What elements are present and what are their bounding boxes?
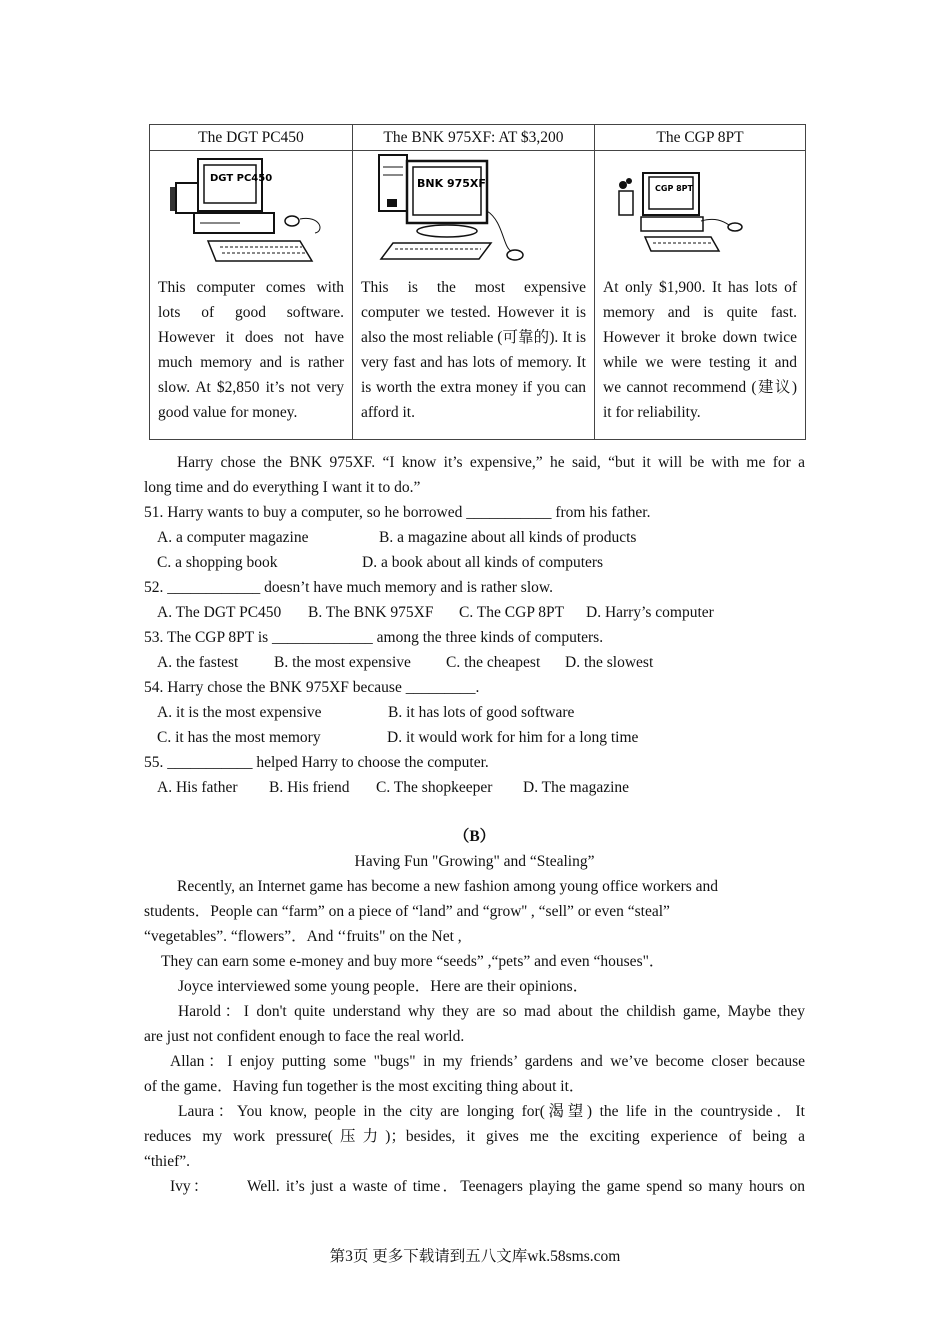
cgp-screen-label: CGP 8PT [655,184,693,193]
cgp-description: At only $1,900. It has lots of memory and is quite fast. However it broke down twice while we were testing it and we cannot recommend (建议) it for reliability. [603,279,797,421]
question-53-option-a: A. the fastest [157,654,239,671]
passage-line: Harry chose the BNK 975XF. “I know it’s expensive,” he said, “but it will be with me for a [177,454,805,471]
question-52-option-c: C. The CGP 8PT [459,604,565,621]
question-51-option-d: D. a book about all kinds of computers [362,554,604,571]
question-51-option-a: A. a computer magazine [157,529,309,546]
section-b-title: Having Fun "Growing" and “Stealing” [354,853,595,870]
question-54-option-c: C. it has the most memory [157,729,321,746]
dgt-computer-illustration [150,151,352,271]
question-55-option-b: B. His friend [269,779,350,796]
passage-line: Harold：I don't quite understand why they are so mad about the childish game, Maybe they [178,1003,805,1020]
passage-line: students．People can “farm” on a piece of “land” and “grow'' , “sell” or even “steal” [144,903,670,920]
question-54-option-b: B. it has lots of good software [388,704,575,721]
passage-line: Laura：You know, people in the city are longing for(渴望) the life in the countryside．It [178,1103,805,1120]
section-b-label: （B） [453,828,496,845]
computer-comparison-table [149,124,806,440]
header-dgt: The DGT PC450 [150,125,353,151]
passage-line: reduces my work pressure(压力)；besides, it gives me the exciting experience of being a [144,1128,805,1145]
passage-line: Recently, an Internet game has become a new fashion among young office workers and [177,878,719,895]
passage-line: Joyce interviewed some young people．Here are their opinions． [178,978,589,995]
passage-line: “thief”. [144,1153,191,1170]
question-54-option-a: A. it is the most expensive [157,704,322,721]
cgp-computer-illustration [595,151,805,271]
question-51-stem: 51. Harry wants to buy a computer, so he borrowed ___________ from his father. [144,504,651,521]
passage-line: They can earn some e-money and buy more “seeds” ,“pets” and even “houses"． [161,953,665,970]
question-55-option-d: D. The magazine [523,779,630,796]
bnk-description: This is the most expensive computer we tested. However it is also the most reliable (可靠的). It is very fast and has lots of memory. It is worth the extra money if you can afford it. [361,279,586,421]
dgt-screen-label: DGT PC450 [210,173,273,184]
question-51-option-c: C. a shopping book [157,554,278,571]
question-54-option-d: D. it would work for him for a long time [387,729,639,746]
question-55-stem: 55. ___________ helped Harry to choose the computer. [144,754,489,771]
question-53-stem: 53. The CGP 8PT is _____________ among the three kinds of computers. [144,629,604,646]
passage-line: of the game．Having fun together is the most exciting thing about it． [144,1078,585,1095]
question-55-option-c: C. The shopkeeper [376,779,493,796]
question-53-option-c: C. the cheapest [446,654,541,671]
dgt-description: This computer comes with lots of good software. However it does not have much memory and is rather slow. At $2,850 it’s not very good value for money. [158,279,344,421]
header-bnk: The BNK 975XF: AT $3,200 [353,125,595,151]
passage-line: Ivy： Well. it’s just a waste of time．Teenagers playing the game spend so many hours on [170,1178,805,1195]
question-52-option-b: B. The BNK 975XF [308,604,434,621]
question-54-stem: 54. Harry chose the BNK 975XF because _________. [144,679,480,696]
passage-line: Allan：I enjoy putting some "bugs" in my friends’ gardens and we’ve become closer because [170,1053,805,1070]
passage-line: are just not confident enough to face the real world. [144,1028,465,1045]
header-cgp: The CGP 8PT [595,125,806,151]
question-55-option-a: A. His father [157,779,238,796]
bnk-computer-illustration [353,151,594,271]
passage-line: long time and do everything I want it to do.” [144,479,421,496]
question-51-option-b: B. a magazine about all kinds of products [379,529,637,546]
question-53-option-b: B. the most expensive [274,654,411,671]
passage-line: “vegetables”. “flowers”．And ‘‘fruits" on the Net , [144,928,462,945]
bnk-screen-label: BNK 975XF [417,177,486,190]
page-footer: 第3页 更多下载请到五八文库wk.58sms.com [329,1248,621,1265]
question-52-option-d: D. Harry’s computer [586,604,714,621]
question-52-stem: 52. ____________ doesn’t have much memory and is rather slow. [144,579,553,596]
question-53-option-d: D. the slowest [565,654,654,671]
question-52-option-a: A. The DGT PC450 [157,604,282,621]
